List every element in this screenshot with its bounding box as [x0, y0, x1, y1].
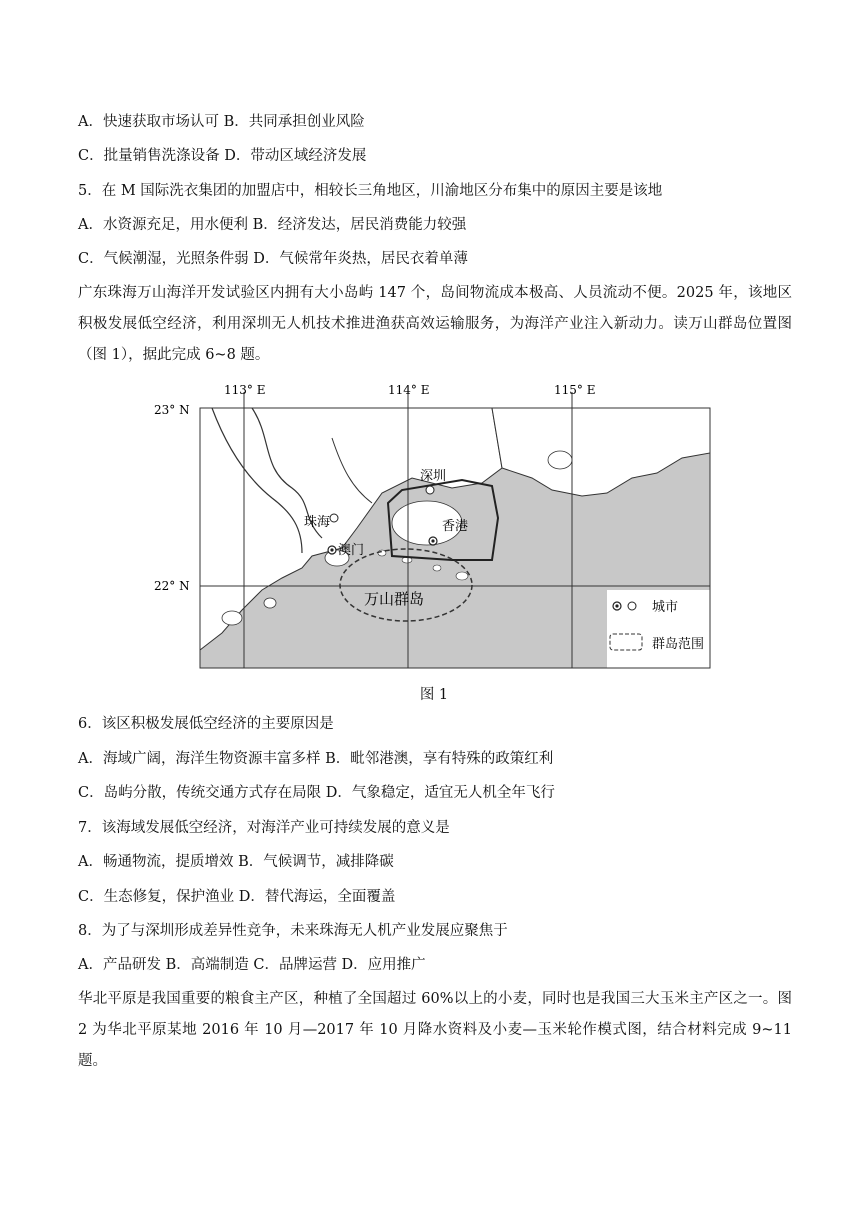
- island: [378, 550, 386, 556]
- lat-label-23: 23° N: [154, 403, 190, 417]
- q4-options-line1: A．快速获取市场认可 B．共同承担创业风险: [78, 114, 365, 130]
- q7-stem: 7．该海域发展低空经济，对海洋产业可持续发展的意义是: [78, 820, 450, 836]
- city-shenzhen-marker: [426, 486, 434, 494]
- q5-options-line2: C．气候潮湿，光照条件弱 D．气候常年炎热，居民衣着单薄: [78, 251, 468, 267]
- q5-options-line1: A．水资源充足，用水便利 B．经济发达，居民消费能力较强: [78, 217, 467, 233]
- lon-label-113: 113° E: [224, 383, 266, 397]
- islands-label: 万山群岛: [364, 590, 425, 608]
- city-label-zhuhai: 珠海: [304, 515, 331, 530]
- q6-options-line1: A．海域广阔，海洋生物资源丰富多样 B．毗邻港澳，享有特殊的政策红利: [78, 751, 554, 767]
- legend-city-icon-dot: [615, 604, 618, 607]
- city-hongkong-dot: [431, 539, 434, 542]
- q4-options-line2: C．批量销售洗涤设备 D．带动区域经济发展: [78, 148, 367, 164]
- city-label-shenzhen: 深圳: [420, 469, 447, 484]
- legend-city-label: 城市: [652, 600, 679, 615]
- material-2: 华北平原是我国重要的粮食主产区，种植了全国超过 60%以上的小麦，同时也是我国三大玉米主产区之一。图 2 为华北平原某地 2016 年 10 月—2017 年 10 月降水资料及小麦—玉米轮作模式图，结合材料完成 9~11 题。: [78, 991, 792, 1069]
- city-label-hongkong: 香港: [442, 519, 469, 534]
- legend-city-icon-open: [628, 602, 636, 610]
- city-zhuhai-marker: [330, 514, 338, 522]
- q6-options-line2: C．岛屿分散，传统交通方式存在局限 D．气象稳定，适宜无人机全年飞行: [78, 785, 555, 801]
- island: [222, 611, 242, 625]
- q7-options-line1: A．畅通物流，提质增效 B．气候调节，减排降碳: [78, 854, 394, 870]
- q8-stem: 8．为了与深圳形成差异性竞争，未来珠海无人机产业发展应聚焦于: [78, 923, 508, 939]
- q8-options-line1: A．产品研发 B．高端制造 C．品牌运营 D．应用推广: [78, 957, 426, 973]
- q5-stem: 5．在 M 国际洗衣集团的加盟店中，相较长三角地区，川渝地区分布集中的原因主要是该地: [78, 183, 663, 199]
- lon-label-115: 115° E: [554, 383, 596, 397]
- city-macau-dot: [330, 548, 333, 551]
- island: [548, 451, 572, 469]
- island: [264, 598, 276, 608]
- legend-islands-label: 群岛范围: [652, 637, 705, 652]
- island: [456, 572, 468, 580]
- island: [433, 565, 441, 571]
- city-label-macau: 澳门: [338, 543, 365, 558]
- material-1: 广东珠海万山海洋开发试验区内拥有大小岛屿 147 个，岛间物流成本极高、人员流动不便。2025 年，该地区积极发展低空经济，利用深圳无人机技术推进渔获高效运输服务，为海洋产业注入新动力。读万山群岛位置图（图 1），据此完成 6~8 题。: [78, 285, 792, 363]
- q6-stem: 6．该区积极发展低空经济的主要原因是: [78, 716, 334, 732]
- lat-label-22: 22° N: [154, 579, 190, 593]
- map-svg: [152, 378, 716, 670]
- map-figure-1: [152, 378, 716, 670]
- q7-options-line2: C．生态修复，保护渔业 D．替代海运，全面覆盖: [78, 889, 396, 905]
- lon-label-114: 114° E: [388, 383, 430, 397]
- figure-caption: 图 1: [419, 687, 449, 703]
